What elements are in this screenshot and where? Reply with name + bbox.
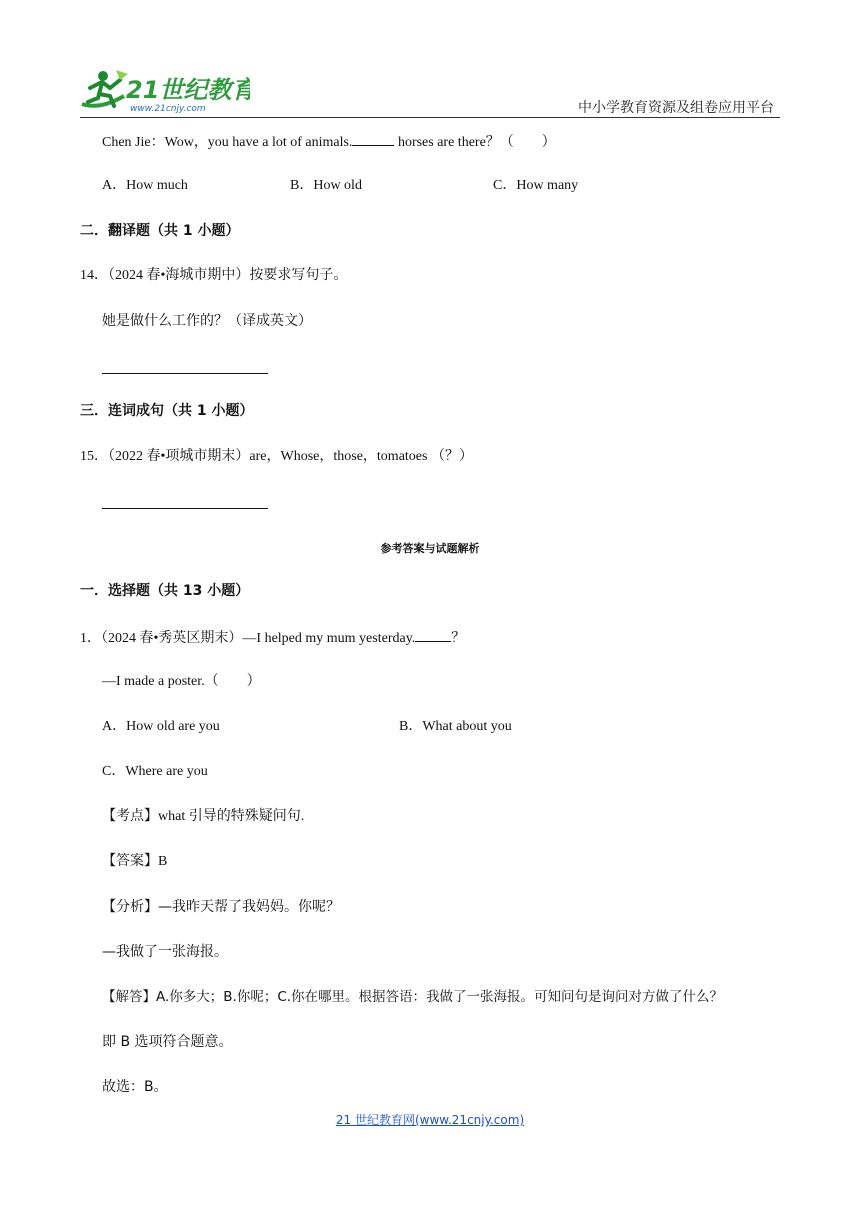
q1-analysis: 【分析】—我昨天帮了我妈妈。你呢？ xyxy=(102,899,340,915)
header-divider xyxy=(80,117,780,118)
footer-link[interactable]: 21 世纪教育网(www.21cnjy.com) xyxy=(335,1113,525,1127)
platform-title: 中小学教育资源及组卷应用平台 xyxy=(578,100,774,116)
q1-stem-tail: ？ xyxy=(451,631,466,646)
section-3-title: 三．连词成句（共 1 小题） xyxy=(80,403,254,419)
q1-stem-text: 1．（2024 春•秀英区期末）—I helped my mum yesterday. xyxy=(80,631,416,646)
q14-answer-line xyxy=(102,373,268,374)
q1-reply: —I made a poster.（ ） xyxy=(102,674,261,689)
q1-option-a: A．How old are you xyxy=(102,719,220,734)
q1-solution-2: 即 B 选项符合题意。 xyxy=(102,1034,233,1050)
page-footer xyxy=(0,1111,860,1128)
logo-url: www.21cnjy.com xyxy=(130,104,206,114)
logo-text: 21世纪教育 xyxy=(126,76,250,104)
runner-logo-icon xyxy=(80,66,250,116)
section-1-title: 一．选择题（共 13 小题） xyxy=(80,583,250,599)
q13-option-a: A．How much xyxy=(102,178,188,193)
q13-stem-tail: horses are there？（ ） xyxy=(394,135,556,150)
q15-answer-line xyxy=(102,508,268,509)
q13-option-c: C．How many xyxy=(493,178,579,193)
q15-stem: 15．（2022 春•项城市期末）are，Whose，those，tomatoes （？） xyxy=(80,449,473,464)
q1-analysis-2: —我做了一张海报。 xyxy=(102,944,228,960)
q14-stem: 14．（2024 春•海城市期中）按要求写句子。 xyxy=(80,268,348,283)
q1-blank xyxy=(415,627,451,642)
q13-stem xyxy=(102,131,556,153)
q1-kaodian: 【考点】what 引导的特殊疑问句. xyxy=(102,809,305,824)
q1-answer: 【答案】B xyxy=(102,854,168,869)
answers-title: 参考答案与试题解析 xyxy=(380,542,480,555)
q1-option-c: C．Where are you xyxy=(102,764,208,779)
q13-stem-text: Chen Jie：Wow，you have a lot of animals. xyxy=(102,135,353,150)
page-header xyxy=(0,0,860,120)
q1-solution: 【解答】A.你多大；B.你呢；C.你在哪里。根据答语：我做了一张海报。可知问句是询问对方做了什么？ xyxy=(102,989,724,1005)
site-logo xyxy=(80,66,250,116)
q1-stem xyxy=(80,627,465,649)
q1-option-b: B．What about you xyxy=(399,719,512,734)
q13-option-b: B．How old xyxy=(290,178,362,193)
q14-prompt: 她是做什么工作的？（译成英文） xyxy=(102,313,312,329)
section-2-title: 二．翻译题（共 1 小题） xyxy=(80,223,240,239)
q1-final-choice: 故选：B。 xyxy=(102,1079,168,1095)
q13-blank xyxy=(352,131,394,146)
